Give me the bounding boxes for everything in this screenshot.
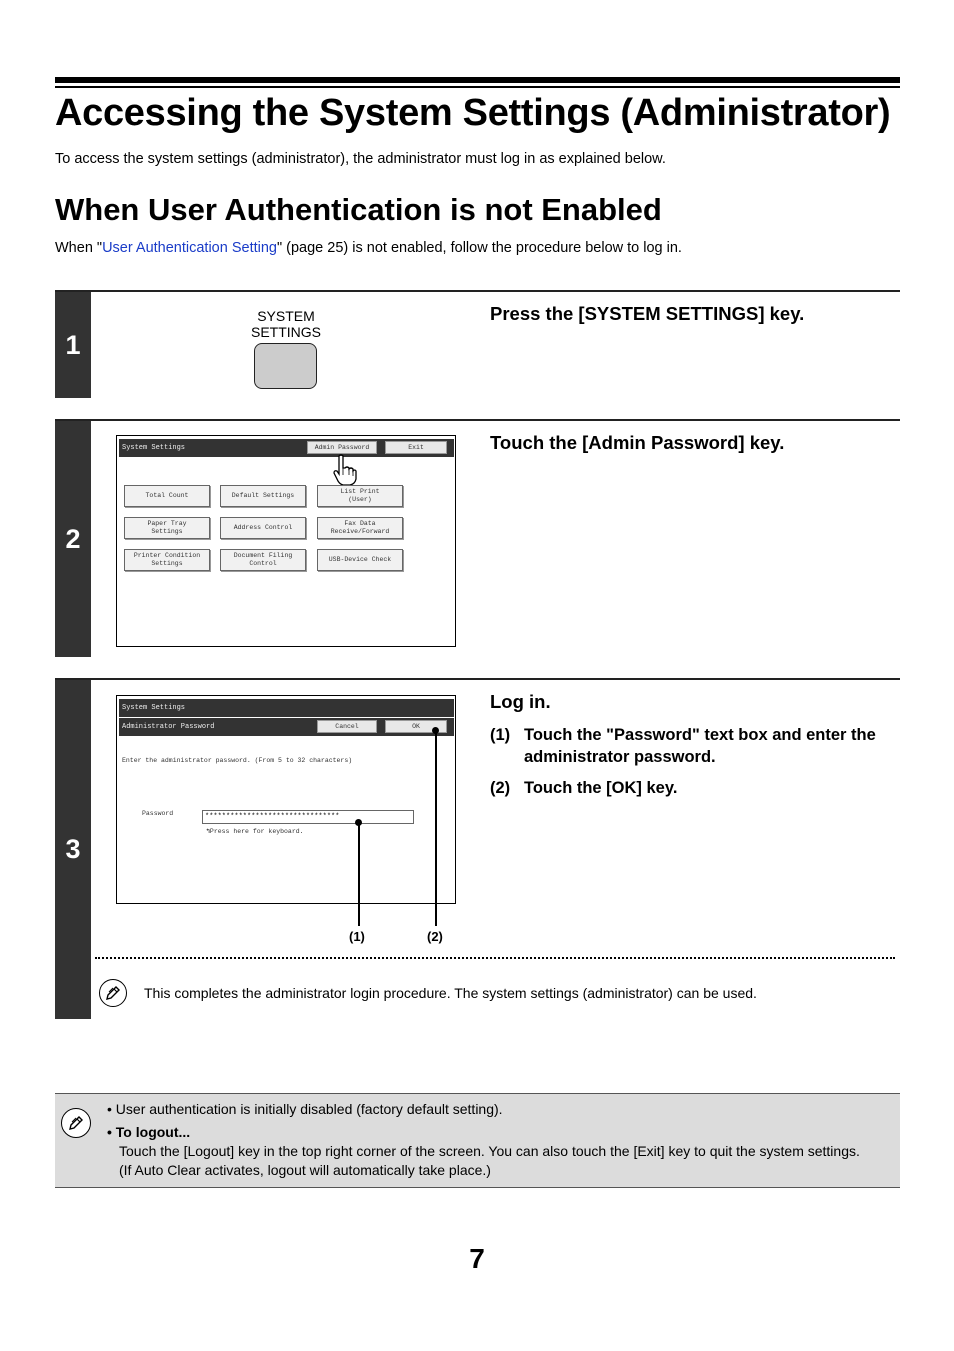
- note-bullet-2-title: • To logout...: [107, 1124, 191, 1140]
- screen-title: System Settings: [122, 704, 186, 712]
- password-label: Password: [142, 810, 174, 817]
- total-count-button[interactable]: Total Count: [124, 485, 210, 507]
- keyboard-hint-text: Press here for keyboard.: [209, 828, 304, 835]
- default-settings-button[interactable]: Default Settings: [220, 485, 306, 507]
- page-intro: To access the system settings (administrator), the administrator must log in as explained below.: [55, 151, 666, 167]
- admin-password-button[interactable]: Admin Password: [307, 441, 377, 454]
- screen-title: System Settings: [122, 444, 186, 452]
- cancel-button[interactable]: Cancel: [317, 720, 377, 733]
- key-label-line2: SETTINGS: [250, 324, 321, 340]
- system-settings-key[interactable]: [254, 343, 317, 389]
- step-3-divider: [55, 678, 900, 680]
- keyboard-hint: [206, 827, 304, 835]
- password-field[interactable]: ********************************: [202, 810, 414, 824]
- substep-1-number: (1): [490, 726, 511, 744]
- step-2-title: Touch the [Admin Password] key.: [490, 432, 785, 453]
- logout-heading: To logout...: [115, 1124, 191, 1140]
- screen-title-bar: [119, 699, 454, 717]
- completion-message: This completes the administrator login procedure. The system settings (administrator) can be used.: [144, 985, 757, 1001]
- note-bullet-2-line2: (If Auto Clear activates, logout will automatically take place.): [119, 1162, 491, 1178]
- printer-condition-settings-button[interactable]: Printer Condition Settings: [124, 549, 210, 571]
- pencil-icon: [104, 984, 122, 1002]
- substep-1-text: Touch the "Password" text box and enter the administrator password.: [524, 726, 876, 766]
- document-filing-control-button[interactable]: Document Filing Control: [220, 549, 306, 571]
- list-print-user-button[interactable]: List Print (User): [317, 485, 403, 507]
- return-arrow-icon: ↰: [206, 828, 210, 835]
- administrator-password-screen: [116, 695, 456, 904]
- system-settings-screen: [116, 435, 456, 647]
- header-rule-bottom: [55, 86, 900, 88]
- paper-tray-settings-button[interactable]: Paper Tray Settings: [124, 517, 210, 539]
- step-3-dotted-divider: [95, 957, 895, 959]
- step-3-title: Log in.: [490, 691, 551, 712]
- callout-1-label: (1): [349, 929, 365, 944]
- page-title: Accessing the System Settings (Administrator): [55, 92, 891, 134]
- step-2-number: 2: [55, 421, 91, 657]
- substep-2: [490, 777, 890, 799]
- pencil-icon: [67, 1114, 85, 1132]
- ok-button[interactable]: OK: [385, 720, 447, 733]
- key-label-line1: SYSTEM: [257, 308, 315, 324]
- section-intro-after: " (page 25) is not enabled, follow the procedure below to log in.: [276, 240, 682, 256]
- step-3-number: 3: [55, 680, 91, 1019]
- substep-2-number: (2): [490, 779, 511, 797]
- substep-2-text: Touch the [OK] key.: [524, 779, 678, 797]
- pencil-note-icon: [61, 1108, 91, 1138]
- section-intro: [55, 240, 682, 256]
- section-title: When User Authentication is not Enabled: [55, 192, 662, 227]
- section-intro-before: When ": [55, 240, 103, 256]
- password-instruction: Enter the administrator password. (From 5 to 32 characters): [122, 757, 353, 764]
- step-1-divider: [55, 290, 900, 292]
- callout-2-line: [435, 730, 437, 926]
- step-1-title: Press the [SYSTEM SETTINGS] key.: [490, 303, 805, 324]
- step-2-divider: [55, 419, 900, 421]
- exit-button[interactable]: Exit: [385, 441, 447, 454]
- callout-1-line: [358, 822, 360, 926]
- user-authentication-link[interactable]: User Authentication Setting: [102, 240, 277, 256]
- note-bullet-1-text: User authentication is initially disabled (factory default setting).: [115, 1101, 503, 1117]
- step-3-substeps: [490, 724, 890, 799]
- pencil-note-icon: [99, 979, 127, 1007]
- system-settings-key-label: [236, 308, 336, 340]
- step-1-number: 1: [55, 292, 91, 398]
- note-bullet-2-line1: Touch the [Logout] key in the top right corner of the screen. You can also touch the [Exit] key to quit the system settings.: [119, 1143, 860, 1159]
- page-number: 7: [469, 1243, 485, 1274]
- fax-data-receive-forward-button[interactable]: Fax Data Receive/Forward: [317, 517, 403, 539]
- hand-pointer-icon: [332, 453, 358, 487]
- header-rule-top: [55, 77, 900, 83]
- usb-device-check-button[interactable]: USB-Device Check: [317, 549, 403, 571]
- substep-1: [490, 724, 890, 768]
- callout-2-label: (2): [427, 929, 443, 944]
- note-bullet-1: • User authentication is initially disabled (factory default setting).: [107, 1101, 503, 1117]
- screen-subtitle: Administrator Password: [122, 723, 215, 731]
- address-control-button[interactable]: Address Control: [220, 517, 306, 539]
